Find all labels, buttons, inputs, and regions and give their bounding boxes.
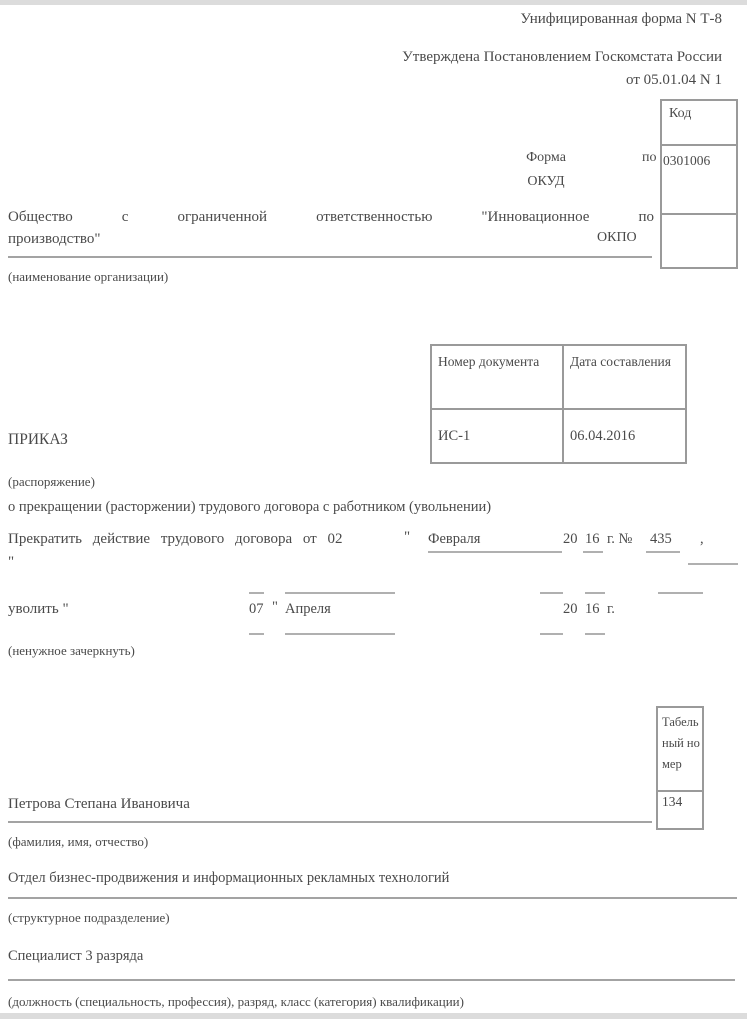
blank-overline: [249, 592, 264, 594]
organization-underline: [8, 256, 652, 258]
position-underline: [8, 979, 735, 981]
blank-underline: [585, 633, 605, 635]
terminate-text: Прекратить действие трудового договора от 02: [8, 531, 343, 547]
terminate-open-quote: ": [404, 529, 411, 545]
blank-overline: [585, 592, 605, 594]
dismiss-year-century: 20: [563, 601, 578, 617]
organization-name-line1: Общество с ограниченной ответственностью "Инновационное по: [8, 209, 654, 225]
blank-overline: [658, 592, 703, 594]
terminate-year-value: 16: [585, 531, 600, 547]
page-bottom-edge: [0, 1013, 747, 1019]
okud-form-label: [510, 146, 582, 194]
organization-caption: (наименование организации): [8, 269, 169, 284]
approved-date-line: от 05.01.04 N 1: [626, 72, 722, 88]
dismiss-day-value: 07: [249, 601, 264, 617]
personnel-number-value: 134: [662, 794, 683, 809]
okud-word: ОКУД: [527, 174, 565, 189]
terminate-year-label: г. №: [607, 531, 633, 547]
position-value: Специалист 3 разряда: [8, 948, 144, 964]
approved-by-line: Утверждена Постановлением Госкомстата России: [402, 49, 722, 65]
blank-underline: [428, 551, 562, 553]
department-caption: (структурное подразделение): [8, 910, 170, 925]
terminate-year-century: 20: [563, 531, 578, 547]
full-name-underline: [8, 821, 652, 823]
blank-underline: [688, 563, 738, 565]
document-meta-table: [430, 344, 687, 464]
okud-code-cell: 0301006: [662, 146, 736, 215]
dismiss-year-value: 16: [585, 601, 600, 617]
personnel-number-box: [656, 706, 704, 830]
terminate-number-value: 435: [650, 531, 672, 547]
doc-number-header: Номер документа: [432, 346, 564, 408]
dismiss-quote: ": [272, 599, 278, 615]
blank-underline: [646, 551, 680, 553]
dismiss-month-value: Апреля: [285, 601, 331, 617]
blank-overline: [540, 592, 563, 594]
full-name-caption: (фамилия, имя, отчество): [8, 834, 149, 849]
position-caption: (должность (специальность, профессия), разряд, класс (категория) квалификации): [8, 994, 464, 1009]
terminate-continuation-quote: ": [8, 554, 15, 570]
strike-note: (ненужное зачеркнуть): [8, 643, 135, 658]
doc-date-value: 06.04.2016: [570, 427, 636, 444]
order-title-caption: (распоряжение): [8, 474, 95, 489]
order-title: ПРИКАЗ: [8, 431, 68, 448]
code-box: [660, 99, 738, 269]
employee-full-name: Петрова Степана Ивановича: [8, 796, 190, 812]
form-reference: Унифицированная форма N Т-8: [520, 11, 722, 27]
organization-name-line2: производство": [8, 231, 101, 247]
blank-underline: [583, 551, 603, 553]
blank-underline: [540, 633, 563, 635]
terminate-month-value: Февраля: [428, 531, 481, 547]
blank-underline: [285, 633, 395, 635]
department-value: Отдел бизнес-продвижения и информационных рекламных технологий: [8, 870, 450, 886]
code-box-header: Код: [662, 101, 736, 146]
doc-number-value: ИС-1: [432, 410, 564, 462]
okpo-label: ОКПО: [597, 230, 637, 245]
po-label: по: [642, 150, 657, 165]
page-top-edge: [0, 0, 747, 5]
personnel-number-label: Табельный номер: [658, 708, 702, 792]
blank-underline: [249, 633, 264, 635]
blank-overline: [285, 592, 395, 594]
terminate-comma: ,: [700, 531, 704, 547]
order-subject: о прекращении (расторжении) трудового договора с работником (увольнении): [8, 499, 492, 515]
forma-word: Форма: [526, 150, 566, 165]
department-underline: [8, 897, 737, 899]
dismiss-label: уволить ": [8, 601, 69, 617]
okpo-code-cell: [662, 215, 736, 267]
dismiss-year-label: г.: [607, 601, 615, 617]
doc-date-header: Дата составления: [570, 354, 671, 369]
